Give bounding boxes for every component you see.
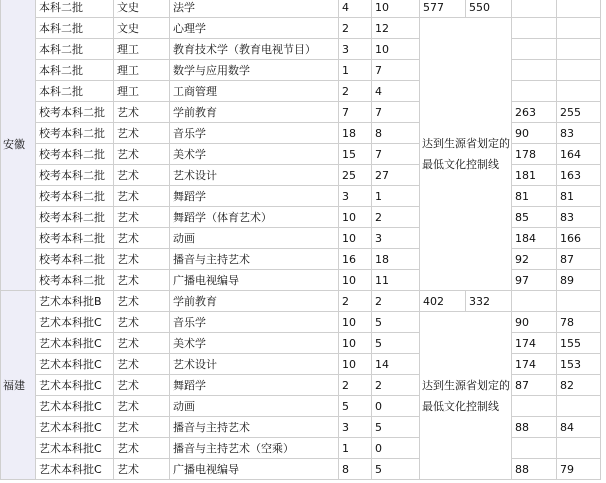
- batch-cell: 艺术本科批B: [36, 291, 114, 312]
- score-cell: 81: [512, 186, 557, 207]
- table-body: [1, 0, 601, 480]
- table-row: [1, 291, 601, 312]
- count-cell: 15: [339, 144, 372, 165]
- count-cell: 5: [339, 396, 372, 417]
- score-cell: [557, 0, 601, 18]
- count-cell: 25: [339, 165, 372, 186]
- batch-cell: 本科二批: [36, 81, 114, 102]
- count-cell: 5: [372, 459, 420, 480]
- count-cell: 10: [339, 333, 372, 354]
- major-cell: 广播电视编导: [170, 459, 339, 480]
- category-cell: 艺术: [114, 123, 170, 144]
- count-cell: 10: [339, 207, 372, 228]
- batch-cell: 艺术本科批C: [36, 333, 114, 354]
- count-cell: 16: [339, 249, 372, 270]
- batch-cell: 校考本科二批: [36, 270, 114, 291]
- major-cell: 数学与应用数学: [170, 60, 339, 81]
- score-cell: [512, 39, 557, 60]
- score-cell: 84: [557, 417, 601, 438]
- score-cell: [557, 60, 601, 81]
- score-cell: [512, 81, 557, 102]
- province-cell: 福建: [1, 291, 36, 480]
- major-cell: 广播电视编导: [170, 270, 339, 291]
- count-cell: 2: [372, 291, 420, 312]
- count-cell: 3: [339, 39, 372, 60]
- cultural-requirement-note: 达到生源省划定的最低文化控制线: [420, 18, 512, 291]
- score-cell: [512, 396, 557, 417]
- batch-cell: 艺术本科批C: [36, 375, 114, 396]
- batch-cell: 校考本科二批: [36, 144, 114, 165]
- count-cell: 18: [372, 249, 420, 270]
- batch-cell: 校考本科二批: [36, 165, 114, 186]
- major-cell: 学前教育: [170, 102, 339, 123]
- score-cell: 184: [512, 228, 557, 249]
- major-cell: 法学: [170, 0, 339, 18]
- score-cell: 164: [557, 144, 601, 165]
- category-cell: 文史: [114, 0, 170, 18]
- category-cell: 艺术: [114, 186, 170, 207]
- batch-cell: 本科二批: [36, 39, 114, 60]
- count-cell: 7: [372, 144, 420, 165]
- count-cell: 1: [339, 438, 372, 459]
- score-cell: [512, 18, 557, 39]
- score-cell: 88: [512, 459, 557, 480]
- batch-cell: 校考本科二批: [36, 249, 114, 270]
- major-cell: 播音与主持艺术: [170, 417, 339, 438]
- count-cell: 12: [372, 18, 420, 39]
- batch-cell: 艺术本科批C: [36, 354, 114, 375]
- score-cell: [557, 291, 601, 312]
- score-cell: 83: [557, 123, 601, 144]
- batch-cell: 艺术本科批C: [36, 417, 114, 438]
- category-cell: 艺术: [114, 333, 170, 354]
- score-cell: [512, 0, 557, 18]
- count-cell: 0: [372, 438, 420, 459]
- major-cell: 工商管理: [170, 81, 339, 102]
- score-cell: [557, 396, 601, 417]
- category-cell: 艺术: [114, 375, 170, 396]
- count-cell: 1: [339, 60, 372, 81]
- category-cell: 艺术: [114, 249, 170, 270]
- batch-cell: 本科二批: [36, 18, 114, 39]
- score-cell: [512, 291, 557, 312]
- major-cell: 动画: [170, 228, 339, 249]
- count-cell: 2: [339, 18, 372, 39]
- major-cell: 美术学: [170, 144, 339, 165]
- count-cell: 3: [339, 186, 372, 207]
- score-cell: [557, 39, 601, 60]
- score-cell: 174: [512, 333, 557, 354]
- score-cell: 181: [512, 165, 557, 186]
- count-cell: 1: [372, 186, 420, 207]
- score-cell: 92: [512, 249, 557, 270]
- category-cell: 理工: [114, 60, 170, 81]
- count-cell: 5: [372, 312, 420, 333]
- score-cell: 155: [557, 333, 601, 354]
- score-cell: 89: [557, 270, 601, 291]
- major-cell: 播音与主持艺术（空乘）: [170, 438, 339, 459]
- count-cell: 18: [339, 123, 372, 144]
- score-cell: 174: [512, 354, 557, 375]
- major-cell: 心理学: [170, 18, 339, 39]
- score-cell: [512, 60, 557, 81]
- score-cell: 163: [557, 165, 601, 186]
- major-cell: 艺术设计: [170, 354, 339, 375]
- major-cell: 舞蹈学（体育艺术）: [170, 207, 339, 228]
- count-cell: 3: [339, 417, 372, 438]
- table-row: [1, 18, 601, 39]
- batch-cell: 本科二批: [36, 0, 114, 18]
- category-cell: 艺术: [114, 291, 170, 312]
- category-cell: 艺术: [114, 354, 170, 375]
- score-cell: 78: [557, 312, 601, 333]
- count-cell: 2: [372, 207, 420, 228]
- count-cell: 10: [372, 0, 420, 18]
- category-cell: 艺术: [114, 102, 170, 123]
- score-cell: [512, 438, 557, 459]
- major-cell: 音乐学: [170, 123, 339, 144]
- count-cell: 2: [339, 81, 372, 102]
- count-cell: 8: [372, 123, 420, 144]
- count-cell: 2: [372, 375, 420, 396]
- batch-cell: 校考本科二批: [36, 102, 114, 123]
- cultural-requirement-note: 达到生源省划定的最低文化控制线: [420, 312, 512, 480]
- table-row: [1, 312, 601, 333]
- category-cell: 艺术: [114, 417, 170, 438]
- category-cell: 艺术: [114, 270, 170, 291]
- score-cell: 153: [557, 354, 601, 375]
- category-cell: 艺术: [114, 312, 170, 333]
- category-cell: 艺术: [114, 459, 170, 480]
- score-cell: 88: [512, 417, 557, 438]
- category-cell: 理工: [114, 81, 170, 102]
- score-cell: 255: [557, 102, 601, 123]
- batch-cell: 艺术本科批C: [36, 459, 114, 480]
- major-cell: 舞蹈学: [170, 375, 339, 396]
- category-cell: 艺术: [114, 438, 170, 459]
- category-cell: 理工: [114, 39, 170, 60]
- score-cell: 178: [512, 144, 557, 165]
- count-cell: 2: [339, 375, 372, 396]
- major-cell: 播音与主持艺术: [170, 249, 339, 270]
- score-cell: 402: [420, 291, 466, 312]
- batch-cell: 艺术本科批C: [36, 438, 114, 459]
- major-cell: 艺术设计: [170, 165, 339, 186]
- batch-cell: 校考本科二批: [36, 228, 114, 249]
- score-cell: 82: [557, 375, 601, 396]
- score-cell: 577: [420, 0, 466, 18]
- count-cell: 10: [339, 312, 372, 333]
- score-cell: 90: [512, 312, 557, 333]
- score-cell: 332: [466, 291, 512, 312]
- score-cell: 83: [557, 207, 601, 228]
- count-cell: 7: [339, 102, 372, 123]
- score-cell: 90: [512, 123, 557, 144]
- count-cell: 27: [372, 165, 420, 186]
- major-cell: 学前教育: [170, 291, 339, 312]
- batch-cell: 校考本科二批: [36, 207, 114, 228]
- count-cell: 8: [339, 459, 372, 480]
- count-cell: 0: [372, 396, 420, 417]
- score-cell: 85: [512, 207, 557, 228]
- batch-cell: 校考本科二批: [36, 123, 114, 144]
- count-cell: 4: [339, 0, 372, 18]
- score-cell: 79: [557, 459, 601, 480]
- count-cell: 14: [372, 354, 420, 375]
- category-cell: 艺术: [114, 144, 170, 165]
- count-cell: 10: [372, 39, 420, 60]
- batch-cell: 艺术本科批C: [36, 312, 114, 333]
- score-cell: 550: [466, 0, 512, 18]
- score-cell: 81: [557, 186, 601, 207]
- score-cell: 166: [557, 228, 601, 249]
- count-cell: 10: [339, 354, 372, 375]
- count-cell: 10: [339, 270, 372, 291]
- count-cell: 11: [372, 270, 420, 291]
- count-cell: 5: [372, 417, 420, 438]
- count-cell: 7: [372, 60, 420, 81]
- major-cell: 教育技术学（教育电视节目）: [170, 39, 339, 60]
- count-cell: 2: [339, 291, 372, 312]
- category-cell: 艺术: [114, 228, 170, 249]
- score-cell: 263: [512, 102, 557, 123]
- score-cell: 87: [557, 249, 601, 270]
- table-row: [1, 0, 601, 18]
- category-cell: 文史: [114, 18, 170, 39]
- batch-cell: 艺术本科批C: [36, 396, 114, 417]
- score-cell: [557, 81, 601, 102]
- batch-cell: 本科二批: [36, 60, 114, 81]
- count-cell: 5: [372, 333, 420, 354]
- category-cell: 艺术: [114, 207, 170, 228]
- major-cell: 美术学: [170, 333, 339, 354]
- count-cell: 10: [339, 228, 372, 249]
- score-cell: [557, 438, 601, 459]
- score-cell: 87: [512, 375, 557, 396]
- category-cell: 艺术: [114, 165, 170, 186]
- score-cell: 97: [512, 270, 557, 291]
- major-cell: 动画: [170, 396, 339, 417]
- count-cell: 7: [372, 102, 420, 123]
- major-cell: 舞蹈学: [170, 186, 339, 207]
- score-cell: [557, 18, 601, 39]
- major-cell: 音乐学: [170, 312, 339, 333]
- count-cell: 4: [372, 81, 420, 102]
- province-cell: 安徽: [1, 0, 36, 291]
- batch-cell: 校考本科二批: [36, 186, 114, 207]
- count-cell: 3: [372, 228, 420, 249]
- category-cell: 艺术: [114, 396, 170, 417]
